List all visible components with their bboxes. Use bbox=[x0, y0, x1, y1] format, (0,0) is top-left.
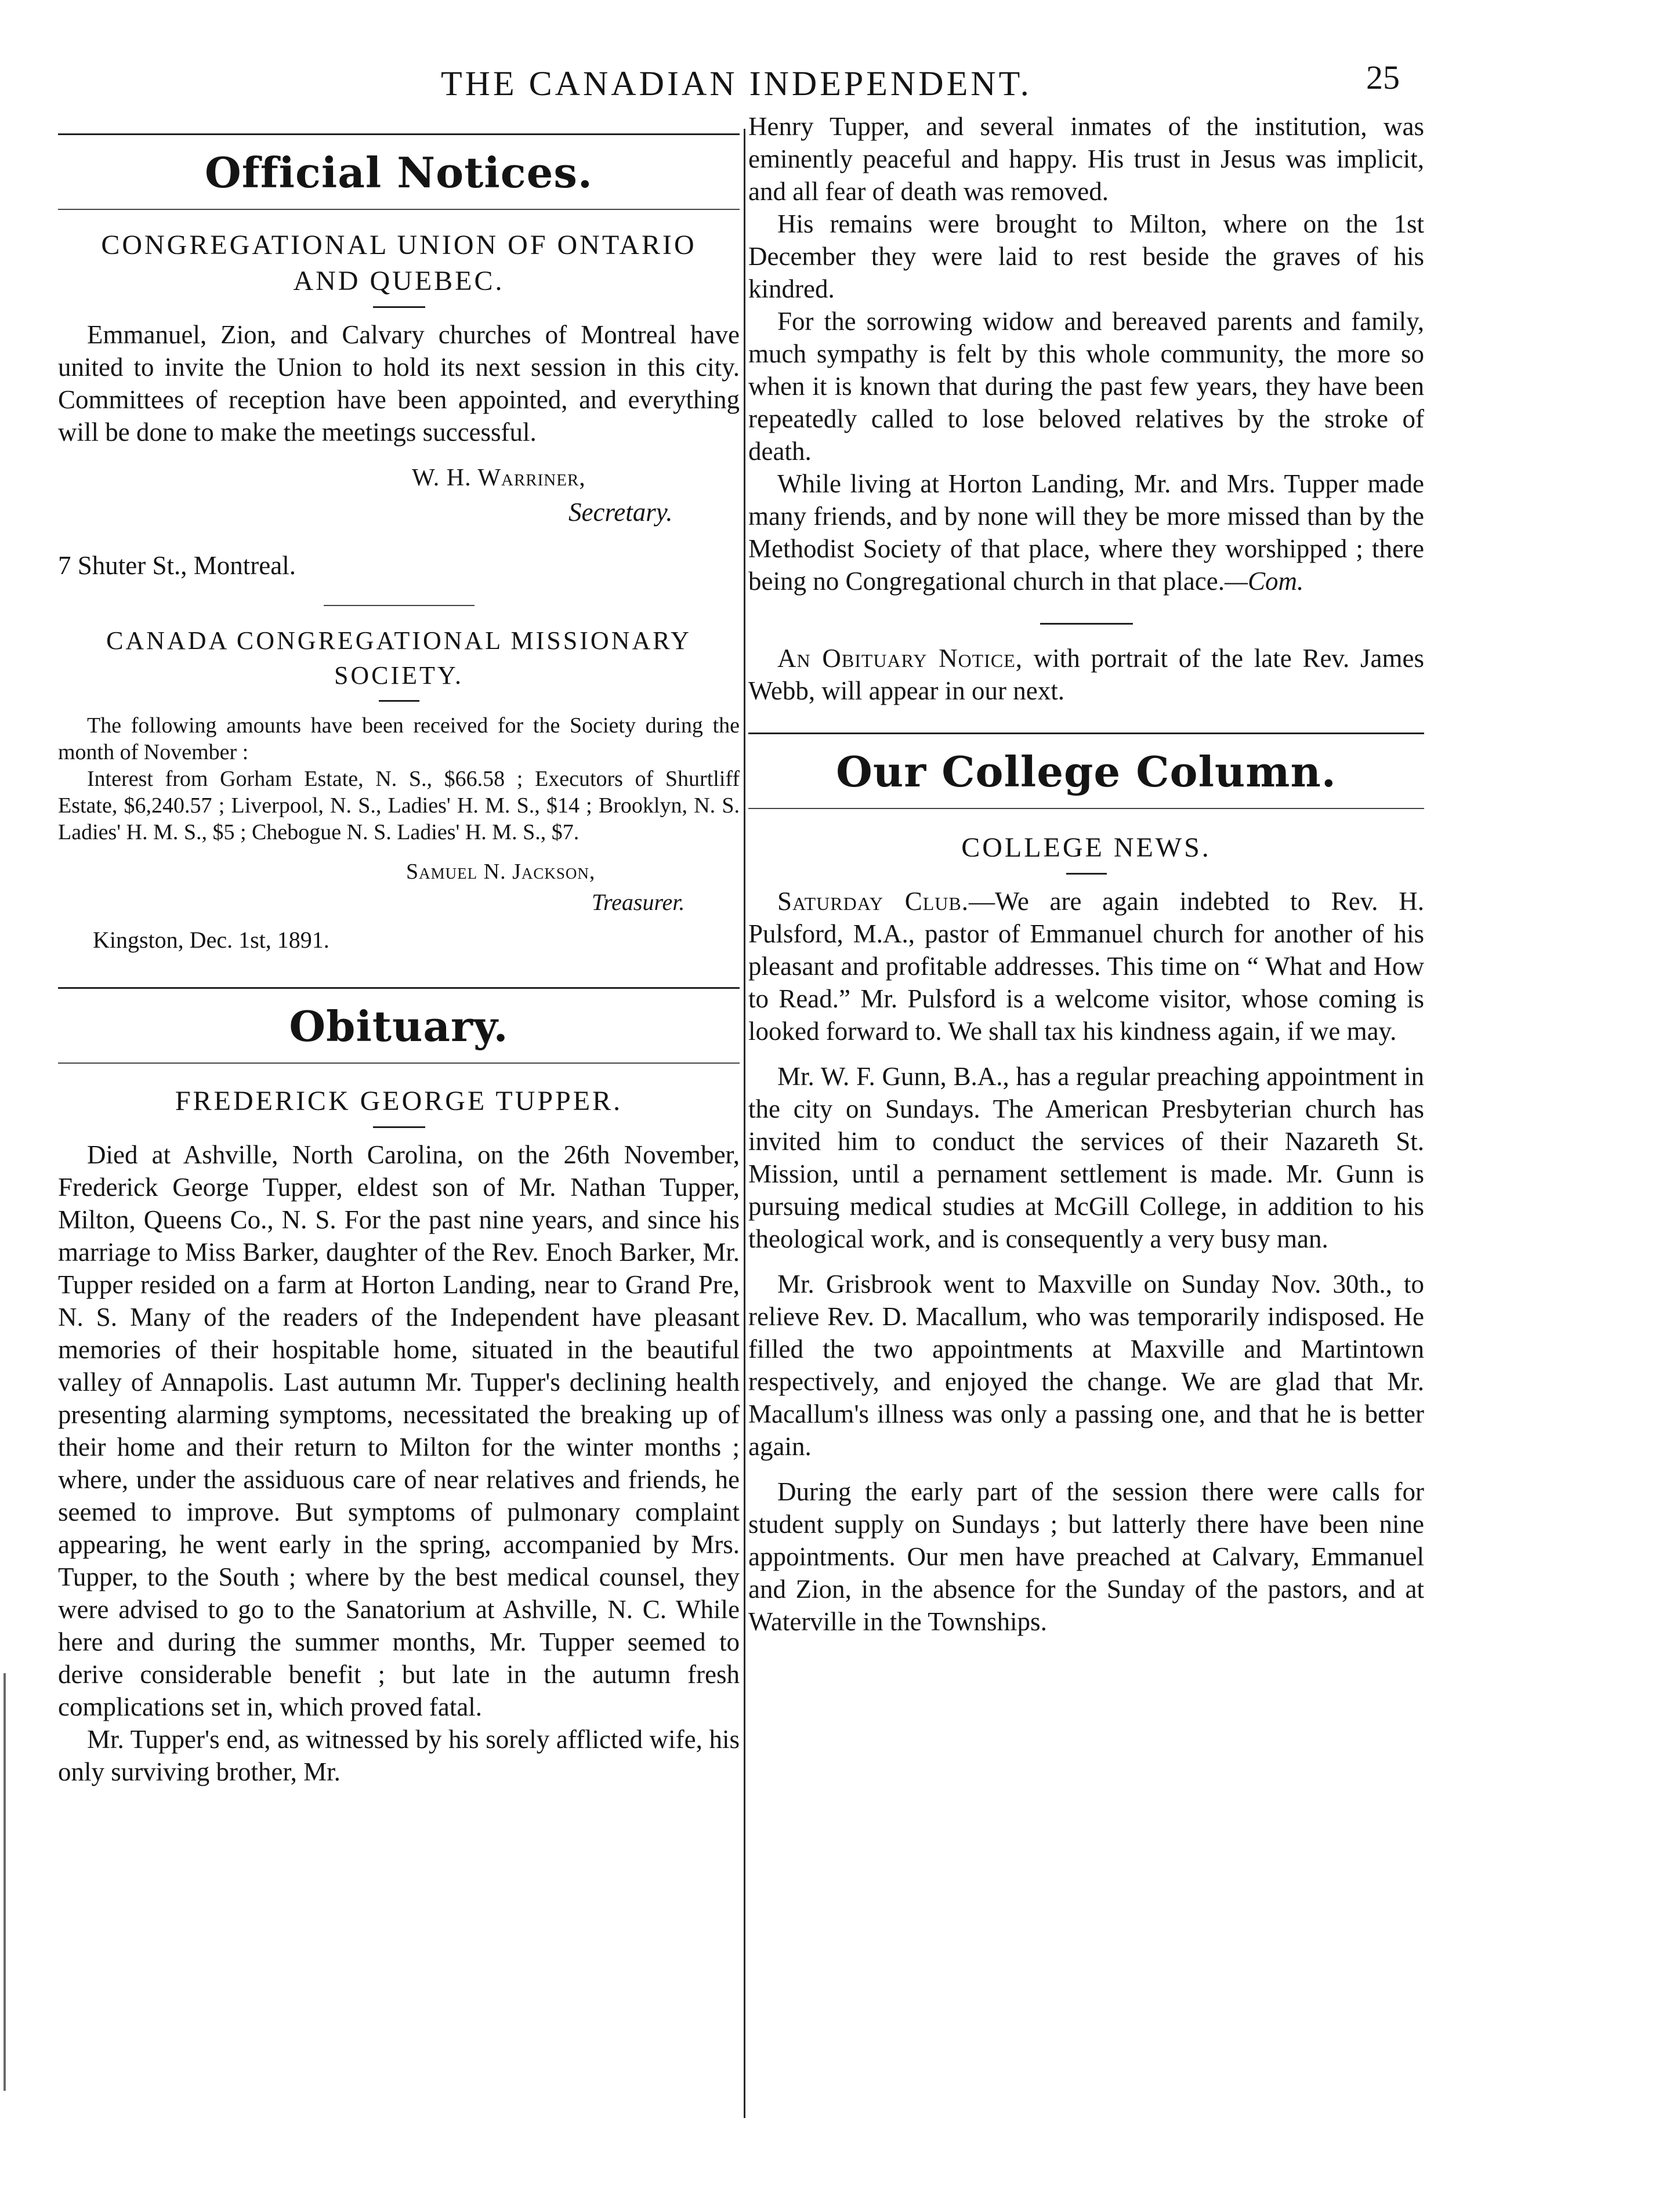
section-rule bbox=[58, 987, 740, 989]
gunn-paragraph: Mr. W. F. Gunn, B.A., has a regular preaching appointment in the city on Sundays. The American Presbyterian church has invited him to conduct the services of their Nazareth St. Mission, until a pernament settlement is made. Mr. Gunn is pursuing medical studies at McGill College, in addition to his theological work, and is consequently a very busy man. bbox=[748, 1062, 1424, 1253]
margin-mark bbox=[3, 1673, 6, 2091]
missionary-heading bbox=[58, 623, 740, 693]
column-divider bbox=[744, 129, 745, 2118]
college-column-heading: Our College Column. bbox=[836, 747, 1337, 796]
tupper-paragraph-continued: Henry Tupper, and several inmates of the institution, was eminently peaceful and happy. His trust in Jesus was implicit, and all fear of death was removed. bbox=[748, 112, 1424, 206]
missionary-signer-role-line bbox=[592, 889, 740, 916]
union-signer-role-line bbox=[568, 497, 740, 527]
section-rule bbox=[58, 209, 740, 210]
short-rule bbox=[1040, 623, 1133, 625]
section-rule bbox=[58, 1063, 740, 1064]
official-notices-heading: Official Notices. bbox=[205, 148, 593, 197]
section-rule bbox=[58, 133, 740, 135]
tupper-horton-text: While living at Horton Landing, Mr. and Mrs. Tupper made many friends, and by none will they be more missed than by the Methodist Society of that place, where they worshipped ; there being no Congregational church in that place. bbox=[748, 469, 1424, 596]
obituary-notice-lead: An Obituary Notice, bbox=[777, 644, 1023, 673]
missionary-intro: The following amounts have been received for the Society during the month of November : bbox=[58, 713, 740, 764]
tupper-heading: FREDERICK GEORGE TUPPER. bbox=[175, 1086, 623, 1116]
saturday-club-lead: Saturday Club. bbox=[777, 887, 969, 916]
left-column bbox=[58, 133, 740, 2146]
grisbrook-paragraph: Mr. Grisbrook went to Maxville on Sunday Nov. 30th., to relieve Rev. D. Macallum, who was temporarily indisposed. He filled the two appointments at Maxville and Martintown respectively, and enjoyed the change. We are glad that Mr. Macallum's illness was only a passing one, and that he is better again. bbox=[748, 1270, 1424, 1461]
section-rule bbox=[324, 605, 475, 606]
section-rule bbox=[748, 733, 1424, 734]
college-news-heading: COLLEGE NEWS. bbox=[961, 832, 1211, 863]
tupper-remains-paragraph: His remains were brought to Milton, where on the 1st December they were laid to rest beside the graves of his kindred. bbox=[748, 209, 1424, 303]
union-signer bbox=[412, 462, 740, 494]
union-notice-text: Emmanuel, Zion, and Calvary churches of Montreal have united to invite the Union to hold its next session in this city. Committees of reception have been appointed, and everything will be done to make the meetings successful. bbox=[58, 320, 740, 447]
section-rule bbox=[748, 808, 1424, 809]
short-rule bbox=[373, 306, 425, 308]
tupper-horton-signature: —Com. bbox=[1225, 567, 1304, 596]
short-rule bbox=[379, 700, 419, 702]
saturday-club-text: —We are again indebted to Rev. H. Pulsford, M.A., pastor of Emmanuel church for another of his pleasant and profitable addresses. This time on “ What and How to Read.” Mr. Pulsford is a welcome visitor, whose coming is looked forward to. We shall tax his kindness again, if we may. bbox=[748, 887, 1424, 1046]
missionary-signer-role: Treasurer. bbox=[592, 889, 685, 915]
union-signer-name: W. H. Warriner, bbox=[412, 465, 586, 491]
obituary-notice-text: with portrait of the late Rev. James Webb, will appear in our next. bbox=[748, 644, 1424, 705]
union-heading-line-2: AND QUEBEC. bbox=[293, 266, 505, 296]
tupper-horton-paragraph bbox=[748, 467, 1424, 597]
union-heading bbox=[58, 227, 740, 299]
short-rule bbox=[373, 1126, 425, 1128]
tupper-paragraph-1: Died at Ashville, North Carolina, on the 26th November, Frederick George Tupper, eldest son of Mr. Nathan Tupper, Milton, Queens Co., N. S. For the past nine years, and since his marriage to Miss Barker, daughter of the Rev. Enoch Barker, Mr. Tupper resided on a farm at Horton Landing, near to Grand Pre, N. S. Many of the readers of the Independent have pleasant memories of their hospitable home, situated in the beautiful valley of Annapolis. Last autumn Mr. Tupper's declining health presenting alarming symptoms, necessitated the breaking up of their home and their return to Milton for the winter months ; where, under the assiduous care of near relatives and friends, he seemed to improve. But symptoms of pulmonary complaint appearing, he went early in the spring, accompanied by Mrs. Tupper, to the South ; where by the best medical counsel, they were advised to go to the Sanatorium at Ashville, N. C. While here and during the summer months, Mr. Tupper seemed to derive considerable benefit ; but late in the autumn fresh complications set in, which proved fatal. bbox=[58, 1140, 740, 1721]
union-heading-line-1: CONGREGATIONAL UNION OF ONTARIO bbox=[101, 230, 697, 260]
page-number: 25 bbox=[1366, 59, 1400, 96]
union-address: 7 Shuter St., Montreal. bbox=[58, 551, 296, 580]
obituary-notice-announcement bbox=[748, 642, 1424, 707]
missionary-place-date: Kingston, Dec. 1st, 1891. bbox=[93, 927, 329, 953]
missionary-signer-name: Samuel N. Jackson, bbox=[406, 860, 596, 884]
union-signer-role: Secretary. bbox=[568, 498, 673, 527]
obituary-heading: Obituary. bbox=[289, 1002, 509, 1051]
running-header bbox=[0, 60, 1655, 113]
saturday-club-paragraph bbox=[748, 885, 1424, 1047]
tupper-sorrow-paragraph: For the sorrowing widow and bereaved parents and family, much sympathy is felt by this whole community, the more so when it is known that during the past few years, they have been repeatedly called to lose beloved relatives by the stroke of death. bbox=[748, 307, 1424, 466]
short-rule bbox=[1066, 873, 1107, 875]
right-column bbox=[748, 110, 1424, 2146]
publication-title: THE CANADIAN INDEPENDENT. bbox=[441, 64, 1032, 103]
missionary-amounts: Interest from Gorham Estate, N. S., $66.58 ; Executors of Shurtliff Estate, $6,240.57 ; Liverpool, N. S., Ladies' H. M. S., $14 ; Brooklyn, N. S. Ladies' H. M. S., $5 ; Chebogue N. S. Ladies' H. M. S., $7. bbox=[58, 767, 740, 844]
tupper-paragraph-2: Mr. Tupper's end, as witnessed by his sorely afflicted wife, his only surviving brother, Mr. bbox=[58, 1725, 740, 1786]
session-paragraph: During the early part of the session there were calls for student supply on Sundays ; but latterly there have been nine appointments. Our men have preached at Calvary, Emmanuel and Zion, in the absence for the Sunday of the pastors, and at Waterville in the Townships. bbox=[748, 1477, 1424, 1636]
missionary-heading-line-1: CANADA CONGREGATIONAL MISSIONARY bbox=[106, 626, 691, 655]
missionary-signer bbox=[406, 856, 740, 887]
missionary-heading-line-2: SOCIETY. bbox=[334, 661, 464, 690]
